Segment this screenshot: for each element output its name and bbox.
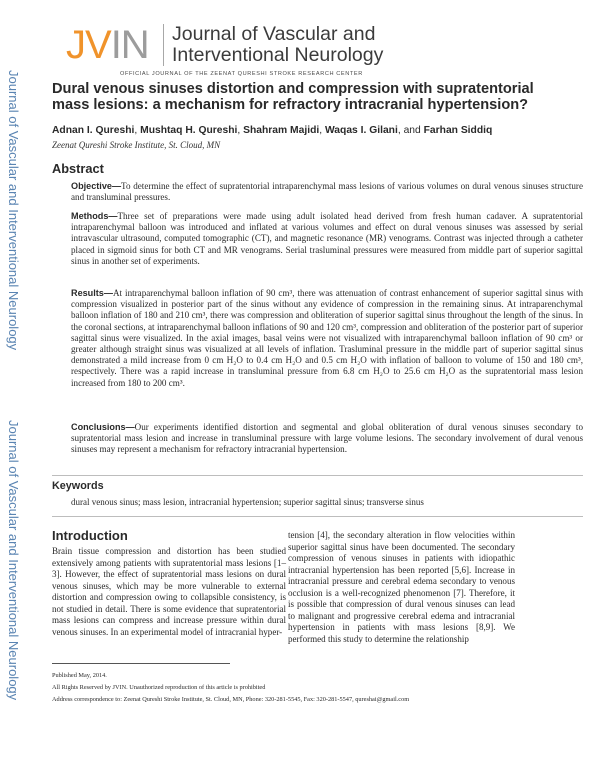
sidebar-journal-name-top: Journal of Vascular and Interventional Neurology <box>6 70 21 351</box>
journal-name-line2: Interventional Neurology <box>172 44 384 66</box>
author-1: Adnan I. Qureshi <box>52 125 135 136</box>
sidebar-journal-name-bottom: Journal of Vascular and Interventional Neurology <box>6 420 21 701</box>
methods-label: Methods— <box>71 211 118 221</box>
journal-name-line1: Journal of Vascular and <box>172 23 376 45</box>
footnote-divider <box>52 663 230 664</box>
introduction-heading: Introduction <box>52 528 128 543</box>
conclusions-label: Conclusions— <box>71 422 135 432</box>
author-conjunction: and <box>403 125 421 136</box>
author-2: Mushtaq H. Qureshi <box>140 125 238 136</box>
section-divider <box>52 475 583 476</box>
article-title-line2: mass lesions: a mechanism for refractory intracranial hypertension? <box>52 97 529 113</box>
rights-notice: All Rights Reserved by JVIN. Unauthorized reproduction of this article is prohibited <box>52 684 266 691</box>
introduction-right-column: tension [4], the secondary alteration in flow velocities within superior sagittal sinus have been documented. The secondary compression of venous sinuses in patients with idiopathic intracranial hypertension has been reported [5,6]. Increase in intracranial pressure and cerebral edema secondary to venous occlusion is a well-recognized phenomenon [7]. Therefore, it is possible that compression of dural venous sinuses can lead to malignant and progressive cerebral edema and intracranial hypertension in patients with mass lesions [8,9]. We performed this study to determine the relationship <box>288 530 515 644</box>
author-5: Farhan Siddiq <box>423 125 493 136</box>
objective-text: To determine the effect of supratentorial intraparenchymal mass lesions of various volumes on dural venous sinuses structure and transluminal pressures. <box>71 181 583 203</box>
article-title <box>52 81 572 113</box>
author-4: Waqas I. Gilani <box>324 125 398 136</box>
author-list: Adnan I. Qureshi, Mushtaq H. Qureshi, Shahram Majidi, Waqas I. Gilani, and Farhan Siddiq <box>52 125 493 136</box>
journal-tagline: OFFICIAL JOURNAL OF THE ZEENAT QURESHI STROKE RESEARCH CENTER <box>120 71 363 77</box>
published-date: Published May, 2014. <box>52 672 107 679</box>
jvin-logo-mark: JVIN <box>66 23 149 67</box>
article-title-line1: Dural venous sinuses distortion and compression with supratentorial <box>52 81 534 97</box>
logo-divider <box>163 24 164 66</box>
abstract-objective <box>71 181 583 203</box>
author-affiliation: Zeenat Qureshi Stroke Institute, St. Cloud, MN <box>52 140 221 150</box>
results-text: At intraparenchymal balloon inflation of 90 cm³, there was attenuation of contrast enhancement of superior sagittal sinus with compression visualized in posterior part of the sinus without any evidence of compression in the remaining sinus. At intraparenchymal balloon inflation of 180 and 210 cm³, there was compression and obliteration of superior sagittal sinus throughout the length of the sinus. In the coronal sections, at intraparenchymal balloon inflations of 90 and 120 cm³, compression and obliteration of the posterior part of superior sagittal sinus were visualized. In the axial images, basal veins were not visualized with intraparenchymal balloon inflation of 90 cm³ or greater although straight sinus was visualized at all levels of inflation. Trasluminal pressure in the middle part of superior sagittal sinus demonstrated a mild increase from 0 cm H₂O to 0.4 cm H₂O and 0.5 cm H₂O with inflation of balloon to volume of 150 and 180 cm³, respectively. There was a rapid increase in transluminal pressure from 6.8 cm H₂O to 25.6 cm H₂O as the supratentorial mass lesion increased from 180 to 200 cm³. <box>71 288 583 388</box>
methods-text: Three set of preparations were made using adult isolated head derived from fresh human cadaver. A supratentorial intraparenchymal balloon was introduced and inflated at various volumes and effect on dural venous sinuses was assessed by serial intravascular ultrasound, computed tomographic (CT), and magnetic resonance (MR) venograms. Contrast was injected through a catheter placed in sigmoid sinus for both CT and MR venograms. Serial trasluminal pressures were measured from middle part of superior sagittal sinus in another set of experiments. <box>71 211 583 266</box>
keywords-list: dural venous sinus; mass lesion, intracranial hypertension; superior sagittal sinus; transverse sinus <box>71 497 424 507</box>
objective-label: Objective— <box>71 181 122 191</box>
correspondence-address: Address correspondence to: Zeenat Qureshi Stroke Institute, St. Cloud, MN, Phone: 320-281-5545, Fax: 320-281-5547, qureshai@gmail.com <box>52 696 410 703</box>
journal-name <box>172 24 383 66</box>
abstract-results <box>71 288 583 389</box>
introduction-left-column: Brain tissue compression and distortion has been studied extensively among patients with supratentorial mass lesions [1–3]. However, the effect of supratentorial mass lesions on dural venous sinuses, which may be more vulnerable to external distortion and compression owing to collapsible consistency, is not studied in detail. There is some evidence that supratentorial mass lesions can compress and increase pressure within dural venous sinuses. In an experimental model of intracranial hyper- <box>52 546 286 637</box>
author-3: Shahram Majidi <box>243 125 320 136</box>
keywords-heading: Keywords <box>52 480 104 492</box>
abstract-methods <box>71 211 583 267</box>
section-divider <box>52 516 583 517</box>
conclusions-text: Our experiments identified distortion and segmental and global obliteration of dural venous sinuses secondary to supratentorial mass lesion and increase in transluminal pressure with large volume lesions. The secondary involvement of dural venous sinuses may represent a mechanism for refractory intracranial hypertension. <box>71 422 583 455</box>
abstract-conclusions <box>71 422 583 456</box>
results-label: Results— <box>71 288 113 298</box>
abstract-heading: Abstract <box>52 161 104 176</box>
